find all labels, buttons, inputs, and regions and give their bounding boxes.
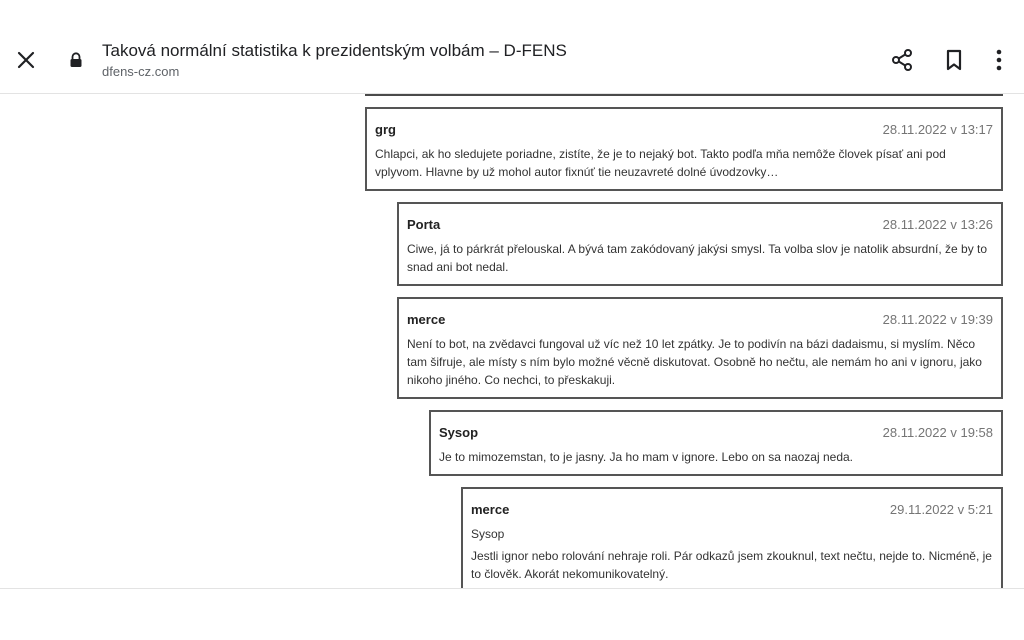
page-url[interactable]: dfens-cz.com: [102, 64, 180, 79]
comment-author: Porta: [407, 216, 441, 232]
share-button[interactable]: [886, 44, 918, 76]
comment-date: 28.11.2022 v 19:39: [882, 311, 993, 327]
comment-author: Sysop: [439, 424, 479, 440]
bottom-bar: [0, 588, 1024, 640]
comment-date: 28.11.2022 v 13:26: [882, 216, 993, 232]
lock-icon[interactable]: [66, 50, 86, 70]
bookmark-button[interactable]: [938, 44, 970, 76]
comment-reply-to: Sysop: [471, 527, 505, 541]
page-title[interactable]: Taková normální statistika k prezidentským volbám – D-FENS: [102, 41, 567, 60]
comment: [429, 410, 1003, 476]
comment-text: Jestli ignor nebo rolování nehraje roli. Pár odkazů jsem zkouknul, text nečtu, nejde to. Nicméně, je to člověk. Akorát nekomunikovatelný.: [471, 549, 992, 581]
comment-date: 29.11.2022 v 5:21: [889, 501, 993, 517]
comment-text: Ciwe, já to párkrát přelouskal. A bývá tam zakódovaný jakýsi smysl. Ta volba slov je natolik absurdní, že by to snad ani bot nedal.: [407, 242, 988, 274]
comment-date: 28.11.2022 v 13:17: [882, 121, 993, 137]
close-icon: [16, 50, 36, 70]
previous-comment-edge: [365, 94, 1003, 96]
share-icon: [890, 48, 914, 72]
comment-text: Je to mimozemstan, to je jasny. Ja ho mam v ignore. Lebo on sa naozaj neda.: [439, 450, 853, 464]
browser-toolbar: [0, 0, 1024, 94]
close-button[interactable]: [10, 44, 42, 76]
comment-text: Chlapci, ak ho sledujete poriadne, zistíte, že je to nejaký bot. Takto podľa mňa nemôže človek písať ani pod vplyvom. Hlavne by už mohol autor fixnúť tie neuzavreté dolné úvodzovky…: [375, 147, 946, 179]
comments-area[interactable]: [0, 94, 1024, 588]
comment-text: Není to bot, na zvědavci fungoval už víc než 10 let zpátky. Je to podivín na bázi dadaismu, si myslím. Něco tam šifruje, ale místy s ním bylo možné věcně diskutovat. Osobně ho nečtu, ale nemám ho ani v ignoru, jako nikoho jiného. Co nechci, to přeskakuji.: [407, 337, 982, 387]
comment: [365, 107, 1003, 191]
more-vert-icon: [996, 49, 1002, 71]
comment-author: merce: [407, 311, 446, 327]
more-menu-button[interactable]: [984, 44, 1014, 76]
comment-author: merce: [471, 501, 510, 517]
comment: [461, 487, 1003, 588]
comment: [397, 202, 1003, 286]
bookmark-icon: [944, 49, 964, 71]
comment: [397, 297, 1003, 399]
comment-date: 28.11.2022 v 19:58: [882, 424, 993, 440]
comment-author: grg: [375, 121, 396, 137]
